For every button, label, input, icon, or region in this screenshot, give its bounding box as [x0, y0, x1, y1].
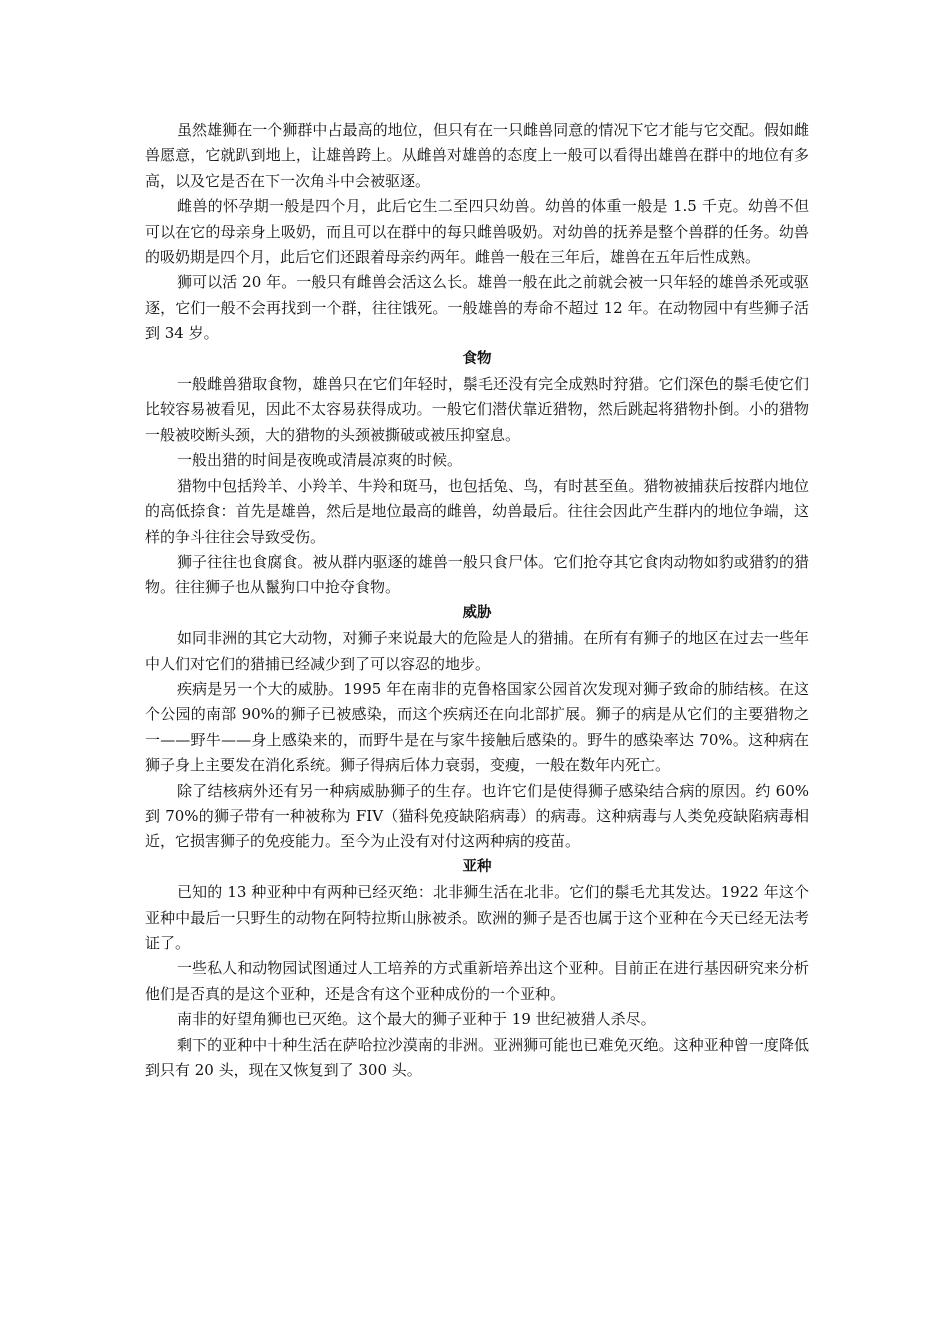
paragraph: 疾病是另一个大的威胁。1995 年在南非的克鲁格国家公园首次发现对狮子致命的肺结核。在这个公园的南部 90%的狮子已被感染，而这个疾病还在向北部扩展。狮子的病是从它们的主要猎物之一——野牛——身上感染来的，而野牛是在与家牛接触后感染的。野牛的感染率达 70%。这种病在狮子身上主要发在消化系统。狮子得病后体力衰弱，变瘦，一般在数年内死亡。 — [145, 679, 809, 775]
paragraph: 雌兽的怀孕期一般是四个月，此后它生二至四只幼兽。幼兽的体重一般是 1.5 千克。幼兽不但可以在它的母亲身上吸奶，而且可以在群中的每只雌兽吸奶。对幼兽的抚养是整个兽群的任务。幼兽的吸奶期是四个月，此后它们还跟着母亲约两年。雌兽一般在三年后，雄兽在五年后性成熟。 — [145, 197, 809, 267]
paragraph: 除了结核病外还有另一种病威胁狮子的生存。也许它们是使得狮子感染结合病的原因。约 60%到 70%的狮子带有一种被称为 FIV（猫科免疫缺陷病毒）的病毒。这种病毒与人类免疫缺陷病毒相近，它损害狮子的免疫能力。至今为止没有对付这两种病的疫苗。 — [145, 781, 809, 851]
section-heading-food: 食物 — [462, 350, 492, 367]
section-heading-subspecies: 亚种 — [462, 858, 492, 875]
paragraph: 猎物中包括羚羊、小羚羊、牛羚和斑马，也包括兔、鸟，有时甚至鱼。猎物被捕获后按群内地位的高低捺食：首先是雄兽，然后是地位最高的雌兽，幼兽最后。往往会因此产生群内的地位争端，这样的争斗往往会导致受伤。 — [145, 476, 809, 546]
paragraph: 狮可以活 20 年。一般只有雌兽会活这么长。雄兽一般在此之前就会被一只年轻的雄兽杀死或驱逐，它们一般不会再找到一个群，往往饿死。一般雄兽的寿命不超过 12 年。在动物园中有些狮子活到 34 岁。 — [145, 273, 809, 343]
paragraph: 狮子往往也食腐食。被从群内驱逐的雄兽一般只食尸体。它们抢夺其它食肉动物如豹或猎豹的猎物。往往狮子也从鬣狗口中抢夺食物。 — [145, 552, 809, 597]
paragraph: 一些私人和动物园试图通过人工培养的方式重新培养出这个亚种。目前正在进行基因研究来分析他们是否真的是这个亚种，还是含有这个亚种成份的一个亚种。 — [145, 959, 809, 1003]
paragraph: 已知的 13 种亚种中有两种已经灭绝：北非狮生活在北非。它们的鬃毛尤其发达。1922 年这个亚种中最后一只野生的动物在阿特拉斯山脉被杀。欧洲的狮子是否也属于这个亚种在今天已经无法考证了。 — [145, 883, 809, 952]
paragraph: 南非的好望角狮也已灭绝。这个最大的狮子亚种于 19 世纪被猎人杀尽。 — [177, 1010, 656, 1029]
paragraph: 如同非洲的其它大动物，对狮子来说最大的危险是人的猎捕。在所有有狮子的地区在过去一些年中人们对它们的猎捕已经减少到了可以容忍的地步。 — [145, 629, 809, 673]
paragraph: 剩下的亚种中十种生活在萨哈拉沙漠南的非洲。亚洲狮可能也已难免灭绝。这种亚种曾一度降低到只有 20 头，现在又恢复到了 300 头。 — [145, 1035, 809, 1080]
section-heading-threat: 威胁 — [462, 604, 492, 621]
paragraph: 一般雌兽猎取食物，雄兽只在它们年轻时，鬃毛还没有完全成熟时狩猎。它们深色的鬃毛使它们比较容易被看见，因此不太容易获得成功。一般它们潜伏靠近猎物，然后跳起将猎物扑倒。小的猎物一般被咬断头颈，大的猎物的头颈被撕破或被压抑窒息。 — [145, 375, 809, 444]
document-page — [145, 118, 809, 1083]
paragraph: 虽然雄狮在一个狮群中占最高的地位，但只有在一只雌兽同意的情况下它才能与它交配。假如雌兽愿意，它就趴到地上，让雄兽跨上。从雌兽对雄兽的态度上一般可以看得出雄兽在群中的地位有多高，以及它是否在下一次角斗中会被驱逐。 — [145, 121, 809, 190]
paragraph: 一般出猎的时间是夜晚或清晨凉爽的时候。 — [177, 451, 463, 470]
